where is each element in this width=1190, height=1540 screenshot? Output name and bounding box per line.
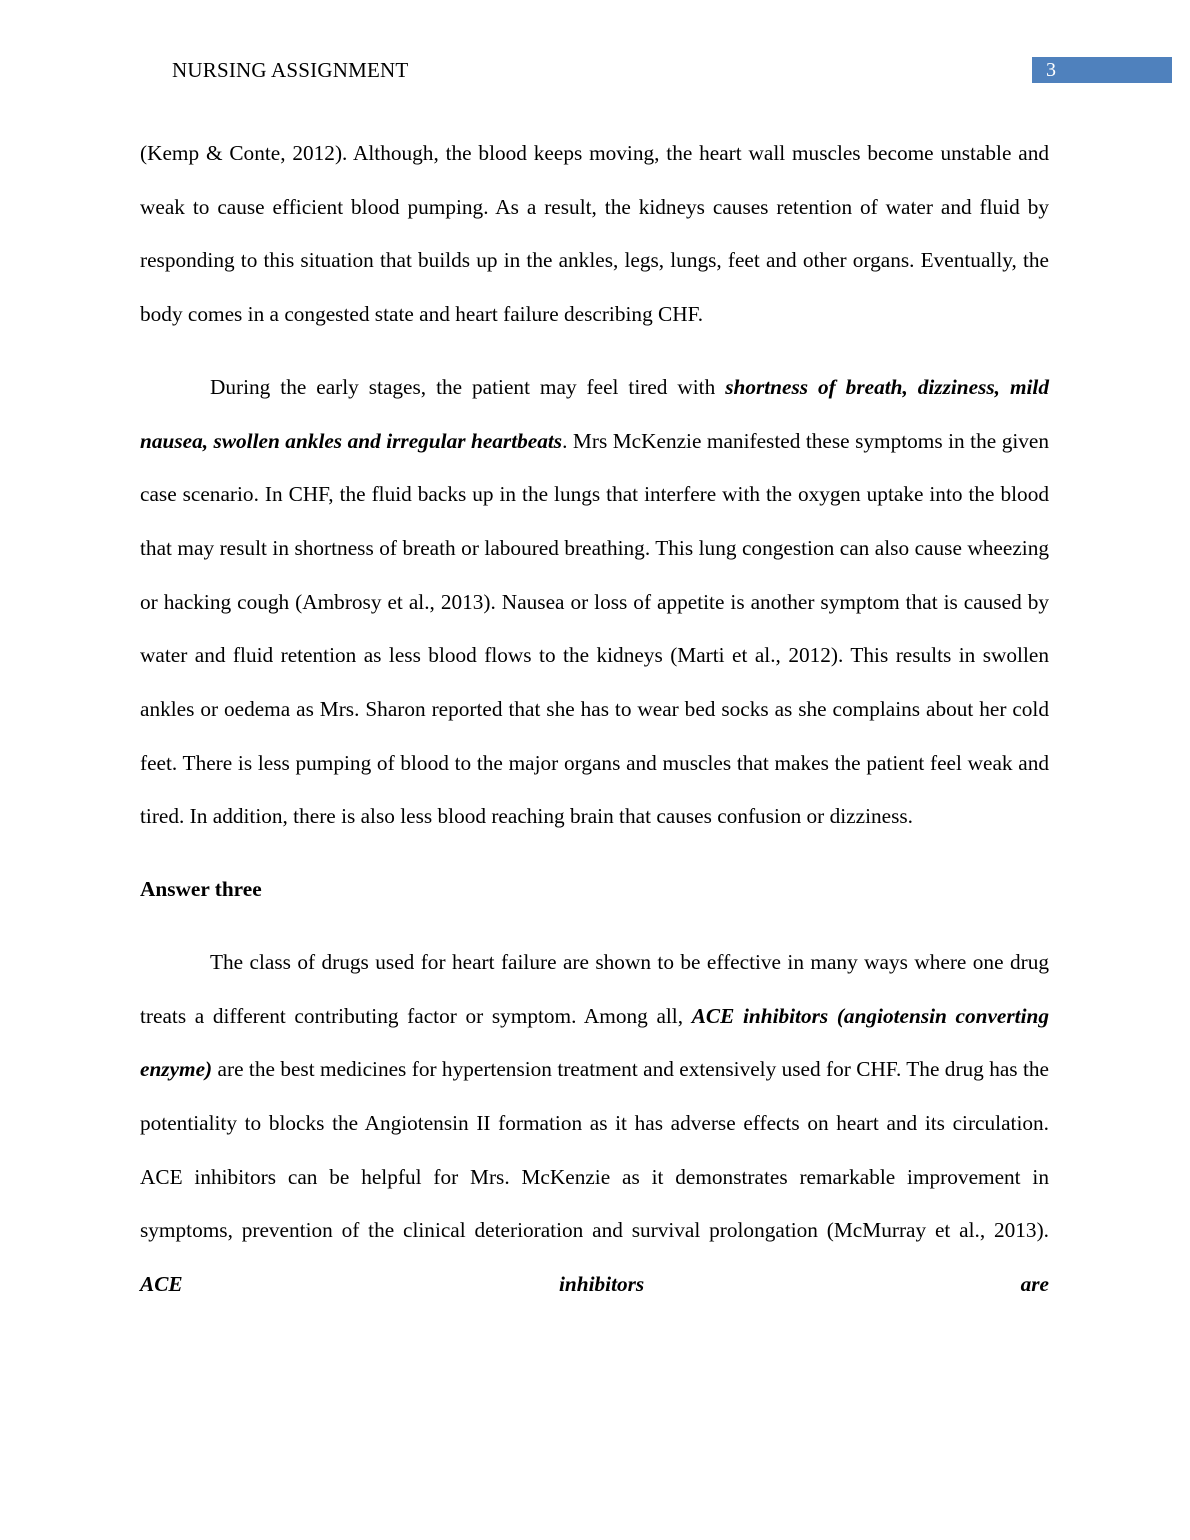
paragraph-3-text-b: are the best medicines for hypertension treatment and extensively used for CHF. The drug has the potentiality to blocks the Angiotensin II formation as it has adverse effects on heart and its circulation. ACE inhibitors can be helpful for Mrs. McKenzie as it demonstrates remarkable improvement in symptoms, prevention of the clinical deterioration and survival prolongation (McMurray et al., 2013).: [140, 1057, 1049, 1243]
ace-inhibitors-emphasis: ACE inhibitors (angiotensin converting enzyme): [140, 1003, 1049, 1082]
page-number: 3: [1032, 57, 1172, 83]
running-head: NURSING ASSIGNMENT: [172, 58, 409, 82]
paragraph-1: (Kemp & Conte, 2012). Although, the blood keeps moving, the heart wall muscles become unstable and weak to cause efficient blood pumping. As a result, the kidneys causes retention of water and fluid by responding to this situation that builds up in the ankles, legs, lungs, feet and other organs. Eventually, the body comes in a congested state and heart failure describing CHF.: [140, 141, 1049, 327]
paragraph-3: [140, 936, 1049, 1312]
ace-inhibitors-emphasis-end: ACE inhibitors are: [140, 1272, 1049, 1297]
paragraph-2-text-a: During the early stages, the patient may feel tired with: [210, 374, 726, 399]
paragraph-2: [140, 361, 1049, 844]
symptoms-emphasis: shortness of breath, dizziness, mild nausea, swollen ankles and irregular heartbeats: [140, 374, 1049, 453]
paragraph-3-text-a: The class of drugs used for heart failure are shown to be effective in many ways where one drug treats a different contributing factor or symptom. Among all,: [140, 949, 1049, 1028]
section-heading: Answer three: [140, 877, 262, 902]
document-body: [140, 127, 1049, 1312]
paragraph-2-text-b: . Mrs McKenzie manifested these symptoms in the given case scenario. In CHF, the fluid backs up in the lungs that interfere with the oxygen uptake into the blood that may result in shortness of breath or laboured breathing. This lung congestion can also cause wheezing or hacking cough (Ambrosy et al., 2013). Nausea or loss of appetite is another symptom that is caused by water and fluid retention as less blood flows to the kidneys (Marti et al., 2012). This results in swollen ankles or oedema as Mrs. Sharon reported that she has to wear bed socks as she complains about her cold feet. There is less pumping of blood to the major organs and muscles that makes the patient feel weak and tired. In addition, there is also less blood reaching brain that causes confusion or dizziness.: [140, 428, 1050, 829]
